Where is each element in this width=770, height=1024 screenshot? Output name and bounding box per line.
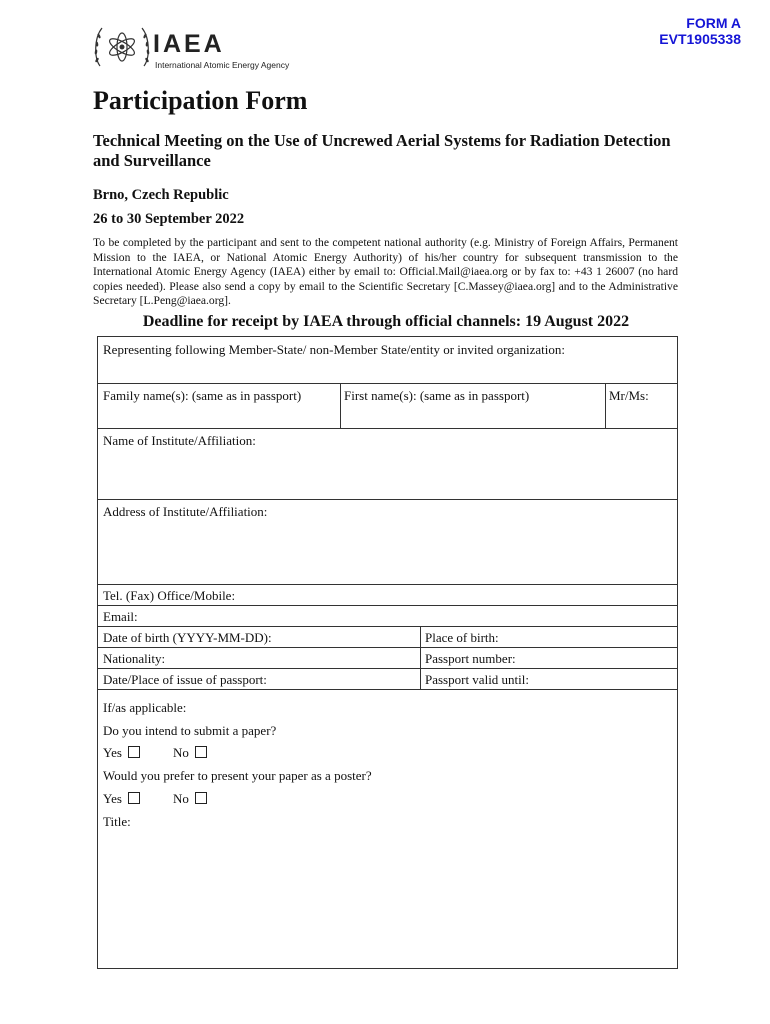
yes-label: Yes — [103, 791, 122, 806]
email-field[interactable]: Email: — [103, 609, 138, 624]
poster-no-checkbox[interactable] — [195, 792, 207, 804]
row-divider — [98, 626, 677, 627]
mr-ms-field[interactable]: Mr/Ms: — [609, 388, 649, 403]
no-label: No — [173, 791, 189, 806]
column-divider — [605, 383, 606, 428]
passport-number-field[interactable]: Passport number: — [425, 651, 516, 666]
row-divider — [98, 647, 677, 648]
form-code-line2: EVT1905338 — [659, 31, 741, 47]
column-divider — [340, 383, 341, 428]
question-submit-paper: Do you intend to submit a paper? — [103, 723, 277, 738]
representing-field[interactable]: Representing following Member-State/ non-Member State/entity or invited organization: — [103, 342, 565, 357]
first-name-field[interactable]: First name(s): (same as in passport) — [344, 388, 530, 403]
poster-yes-option[interactable] — [103, 791, 140, 807]
address-field[interactable]: Address of Institute/Affiliation: — [103, 504, 268, 519]
form-code — [659, 15, 741, 47]
page-title: Participation Form — [93, 86, 308, 115]
tel-field[interactable]: Tel. (Fax) Office/Mobile: — [103, 588, 236, 603]
paper-title-field[interactable]: Title: — [103, 814, 131, 829]
paper-no-option[interactable] — [173, 745, 207, 761]
poster-yes-checkbox[interactable] — [128, 792, 140, 804]
meeting-title: Technical Meeting on the Use of Uncrewed Aerial Systems for Radiation Detection and Surveillance — [93, 131, 671, 170]
deadline-text: Deadline for receipt by IAEA through official channels: 19 August 2022 — [142, 313, 630, 330]
nationality-field[interactable]: Nationality: — [103, 651, 166, 666]
institute-field[interactable]: Name of Institute/Affiliation: — [103, 433, 256, 448]
family-name-field[interactable]: Family name(s): (same as in passport) — [103, 388, 302, 403]
meeting-dates: 26 to 30 September 2022 — [93, 211, 245, 227]
row-divider — [98, 605, 677, 606]
row-divider — [98, 584, 677, 585]
logo-subtitle: International Atomic Energy Agency — [155, 60, 290, 70]
row-divider — [98, 689, 677, 690]
meeting-location: Brno, Czech Republic — [93, 187, 229, 203]
row-divider — [98, 499, 677, 500]
no-label: No — [173, 745, 189, 760]
paper-yes-option[interactable] — [103, 745, 140, 761]
form-code-line1: FORM A — [686, 15, 741, 31]
iaea-logo-icon — [92, 22, 152, 72]
column-divider — [420, 626, 421, 689]
row-divider — [98, 668, 677, 669]
paper-yes-checkbox[interactable] — [128, 746, 140, 758]
row-divider — [98, 383, 677, 384]
paper-no-checkbox[interactable] — [195, 746, 207, 758]
date-of-birth-field[interactable]: Date of birth (YYYY-MM-DD): — [103, 630, 272, 645]
question-poster: Would you prefer to present your paper as a poster? — [103, 768, 372, 783]
poster-no-option[interactable] — [173, 791, 207, 807]
logo-text: IAEA — [153, 30, 225, 58]
participation-form-table — [97, 336, 678, 969]
yes-label: Yes — [103, 745, 122, 760]
passport-issue-field[interactable]: Date/Place of issue of passport: — [103, 672, 267, 687]
instructions-text: To be completed by the participant and sent to the competent national authority (e.g. Ministry of Foreign Affairs, Permanent Mission to the IAEA, or National Atomic Energy Authority) of his/her country for subsequent transmission to the International Atomic Energy Agency (IAEA) either by email to: Official.Mail@iaea.org or by fax to: +43 1 26007 (no hard copies needed). Please also send a copy by email to the Scientific Secretary [C.Massey@iaea.org] and to the Administrative Secretary [L.Peng@iaea.org]. — [93, 236, 678, 307]
if-applicable-label: If/as applicable: — [103, 700, 187, 715]
row-divider — [98, 428, 677, 429]
passport-valid-field[interactable]: Passport valid until: — [425, 672, 529, 687]
place-of-birth-field[interactable]: Place of birth: — [425, 630, 499, 645]
